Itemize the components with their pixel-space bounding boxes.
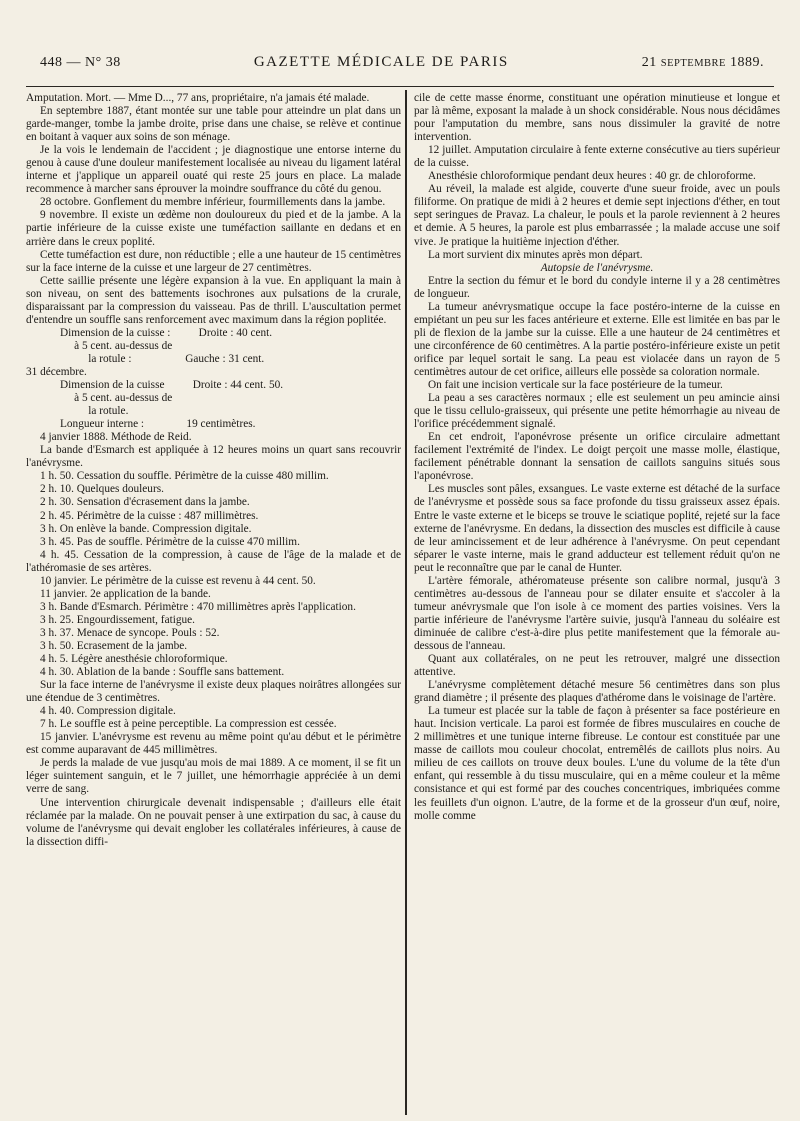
paragraph: 4 h. 45. Cessation de la compression, à cause de l'âge de la malade et de l'athéromasie de ses artères. xyxy=(26,548,401,574)
paragraph: à 5 cent. au-dessus de xyxy=(60,392,173,405)
paragraph: Entre la section du fémur et le bord du condyle interne il y a 28 centimètres de longueur. xyxy=(414,274,780,300)
left-column xyxy=(26,92,401,1112)
paragraph: L'anévrysme complètement détaché mesure 56 centimètres dans son plus grand diamètre ; il présente des plaques d'athérome dans le voisinage de l'artère. xyxy=(414,679,780,705)
paragraph: la rotule. xyxy=(60,405,129,418)
paragraph: Amputation. Mort. — Mme D..., 77 ans, propriétaire, n'a jamais été malade. xyxy=(26,92,370,104)
paragraph: En cet endroit, l'aponévrose présente un orifice circulaire admettant facilement l'extrémité de l'index. Le doigt perçoit une masse molle, élastique, facilement pénétrable donnant la sensation de caillots sanguins situés sous l'aponévrose. xyxy=(414,431,780,483)
paragraph: Longueur interne : 19 centimètres. xyxy=(60,418,256,431)
paragraph: Dimension de la cuisse : Droite : 40 cent. xyxy=(60,326,273,339)
issue-date xyxy=(642,55,764,71)
paragraph: Sur la face interne de l'anévrysme il existe deux plaques noirâtres allongées sur une étendue de 3 centimètres. xyxy=(26,679,401,705)
paragraph: La tumeur anévrysmatique occupe la face postéro-interne de la cuisse en empiétant un peu sur les faces antérieure et externe. Elle est limitée en bas par le pli de flexion de la jambe sur la cuisse. Elle a une hauteur de 24 centimètres et une circonférence de 60 centimètres. A la partie postéro-inférieure existe un petit orifice par lequel sortait le sang. La peau est violacée dans un rayon de 5 centimètres autour de cet orifice, ailleurs elle possède sa coloration normale. xyxy=(414,300,780,378)
paragraph: Les muscles sont pâles, exsangues. Le vaste externe est détaché de la surface de l'anévrysme et possède sous sa face profonde du tissu graisseux assez épais. Entre le vaste externe et le biceps se trouve le sciatique poplité, rejeté sur la face externe de l'anévrysme. En dedans, la dissection des muscles est difficile à cause de leur amincissement et de leur adhérence à l'anévrysme. On peut cependant séparer le vaste interne, mais le grand adducteur est tellement réduit qu'on ne peut le reconnaître que par le canal de Hunter. xyxy=(414,483,780,574)
issue-day: 21 xyxy=(641,55,657,70)
paragraph: On fait une incision verticale sur la face postérieure de la tumeur. xyxy=(428,379,723,392)
paragraph: 1 h. 50. Cessation du souffle. Périmètre de la cuisse 480 millim. xyxy=(40,470,329,483)
page-header xyxy=(40,54,764,82)
paragraph: 3 h. 45. Pas de souffle. Périmètre de la cuisse 470 millim. xyxy=(40,535,300,548)
paragraph: 3 h. 50. Ecrasement de la jambe. xyxy=(40,639,188,652)
paragraph: La peau a ses caractères normaux ; elle est seulement un peu amincie ainsi que le tissu cellulo-graisseux, qui présente une petite hémorrhagie au niveau de l'orifice précédemment signalé. xyxy=(414,392,780,431)
paragraph: La mort survient dix minutes après mon départ. xyxy=(428,248,643,261)
paragraph: Je la vois le lendemain de l'accident ; je diagnostique une entorse interne du genou à cause d'une douleur manifestement localisée au niveau du ligament latéral interne et j'applique un appareil ouaté qui reste 25 jours en place. La malade recommence à marcher sans éprouver la moindre souffrance du côté du genou. xyxy=(26,144,401,196)
issue-year: 1889. xyxy=(729,55,764,70)
paragraph: 3 h. Bande d'Esmarch. Périmètre : 470 millimètres après l'application. xyxy=(40,600,356,613)
paragraph: Autopsie de l'anévrysme. xyxy=(540,261,654,274)
paragraph: la rotule : Gauche : 31 cent. xyxy=(60,352,265,365)
paragraph: Quant aux collatérales, on ne peut les retrouver, malgré une dissection attentive. xyxy=(414,653,780,679)
paragraph: 28 octobre. Gonflement du membre inférieur, fourmillements dans la jambe. xyxy=(40,196,386,209)
paragraph: En septembre 1887, étant montée sur une table pour atteindre un plat dans un garde-manger, tombe la jambe droite, prise dans une chaise, se relève et continue en boitant à vaquer aux soins de son ménage. xyxy=(26,105,401,144)
paragraph: L'artère fémorale, athéromateuse présente son calibre normal, jusqu'à 3 centimètres au-dessous de l'anneau pour se dilater ensuite et s'accoler à la tumeur anévrysmale que l'on isole à ce moment des parties voisines. Vers la partie inférieure de l'anévrysme l'artère suivie, jusqu'à l'anneau du soléaire est diminuée de calibre c'est-à-dire plus petite manifestement que la fémorale au-dessous de l'anneau. xyxy=(414,574,780,652)
paragraph: 3 h. 37. Menace de syncope. Pouls : 52. xyxy=(40,626,220,639)
paragraph: 2 h. 10. Quelques douleurs. xyxy=(40,483,164,496)
paragraph: Cette saillie présente une légère expansion à la vue. En appliquant la main à son niveau, on sent des battements isochrones aux pulsations de la crurale, disparaissant par la compression du vaisseau. Pas de thrill. L'auscultation permet d'entendre un souffle sans renforcement avec maximum dans la région poplitée. xyxy=(26,274,401,326)
paragraph: à 5 cent. au-dessus de xyxy=(60,339,173,352)
paragraph: Dimension de la cuisse Droite : 44 cent. 50. xyxy=(60,379,284,392)
paragraph: cile de cette masse énorme, constituant une opération minutieuse et longue et par là même, exposant la malade à un shock considérable. Nous nous décidâmes pour l'amputation du membre, sans nous dissimuler la gravité de notre intervention. xyxy=(414,92,780,144)
column-divider xyxy=(405,90,407,1115)
paragraph: Cette tuméfaction est dure, non réductible ; elle a une hauteur de 15 centimètres sur la face interne de la cuisse et une largeur de 27 centimètres. xyxy=(26,248,401,274)
paragraph: 10 janvier. Le périmètre de la cuisse est revenu à 44 cent. 50. xyxy=(40,574,316,587)
right-column xyxy=(414,92,780,1112)
paragraph: Je perds la malade de vue jusqu'au mois de mai 1889. A ce moment, il se fit un léger suintement sanguin, et le 7 juillet, une hémorrhagie appréciée à un demi verre de sang. xyxy=(26,757,401,796)
paragraph: 2 h. 30. Sensation d'écrasement dans la jambe. xyxy=(40,496,250,509)
paragraph: 4 janvier 1888. Méthode de Reid. xyxy=(40,431,192,444)
paragraph: 2 h. 45. Périmètre de la cuisse : 487 millimètres. xyxy=(40,509,259,522)
journal-title: GAZETTE MÉDICALE DE PARIS xyxy=(253,54,509,70)
paragraph: 4 h. 40. Compression digitale. xyxy=(40,705,176,718)
paragraph: 31 décembre. xyxy=(26,365,87,378)
paragraph: 4 h. 5. Légère anesthésie chloroformique. xyxy=(40,653,228,666)
paragraph: 4 h. 30. Ablation de la bande : Souffle sans battement. xyxy=(40,666,285,679)
page-number: 448 — N° 38 xyxy=(40,55,121,70)
paragraph: 7 h. Le souffle est à peine perceptible. La compression est cessée. xyxy=(40,718,337,731)
paragraph: 15 janvier. L'anévrysme est revenu au même point qu'au début et le périmètre est comme auparavant de 445 millimètres. xyxy=(26,731,401,757)
issue-month: SEPTEMBRE xyxy=(660,58,726,69)
paragraph: Au réveil, la malade est algide, couverte d'une sueur froide, avec un pouls filiforme. On pratique de midi à 2 heures et demie sept injections d'éther, en tout sept seringues de Pravaz. La chaleur, le pouls et la parole reviennent à 2 heures et demie. A 5 heures, la parole est plus embarrassée ; la malade accuse une soif vive. Je pratique la huitième injection d'éther. xyxy=(414,183,780,248)
header-rule xyxy=(26,86,774,87)
paragraph: 3 h. On enlève la bande. Compression digitale. xyxy=(40,522,252,535)
paragraph: Une intervention chirurgicale devenait indispensable ; d'ailleurs elle était réclamée par la malade. On ne pouvait penser à une extirpation du sac, à cause du volume de l'anévrysme qui devait englober les collatérales inférieures, à cause de la dissection diffi- xyxy=(26,796,401,848)
paragraph: 11 janvier. 2e application de la bande. xyxy=(40,587,211,600)
paragraph: La tumeur est placée sur la table de façon à présenter sa face postérieure en haut. Incision verticale. La paroi est formée de fibres musculaires en couche de 2 millimètres et une tunique interne fibreuse. Le contour est constituée par une masse de caillots mou couleur chocolat, entremêlés de caillots plus noirs. Au milieu de ces caillots on trouve deux boules. L'une du volume de la tête d'un enfant, qui ressemble à du tissu musculaire, qui en a même couleur et la même consistance et qui est formé par des couches concentriques, imbriquées comme les feuillets d'un oignon. L'autre, de la forme et de la grosseur d'un œuf, noire, molle comme xyxy=(414,705,780,822)
paragraph: 9 novembre. Il existe un œdème non douloureux du pied et de la jambe. A la partie inférieure de la cuisse existe une tuméfaction saillante en dedans et en arrière dans le creux poplité. xyxy=(26,209,401,248)
paragraph: 3 h. 25. Engourdissement, fatigue. xyxy=(40,613,195,626)
paragraph: Anesthésie chloroformique pendant deux heures : 40 gr. de chloroforme. xyxy=(428,170,756,183)
paragraph: La bande d'Esmarch est appliquée à 12 heures moins un quart sans recouvrir l'anévrysme. xyxy=(26,444,401,470)
paragraph: 12 juillet. Amputation circulaire à fente externe consécutive au tiers supérieur de la cuisse. xyxy=(414,144,780,170)
